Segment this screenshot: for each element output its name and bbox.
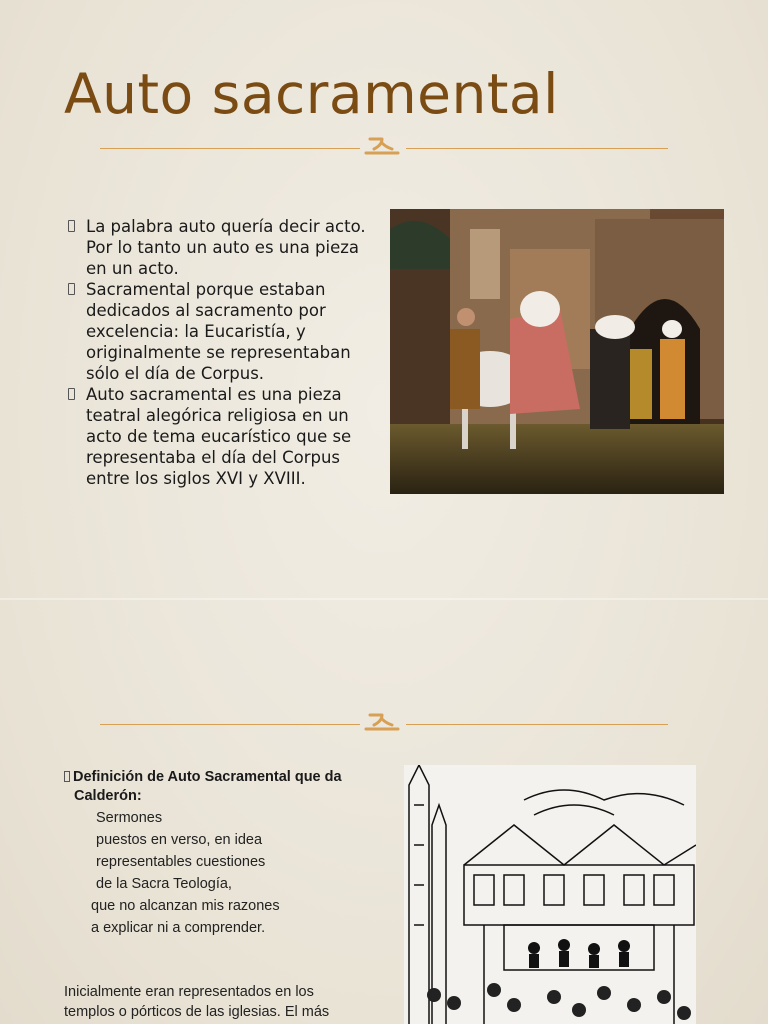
verse-line: Sermones (96, 810, 163, 826)
bullet-marker-icon (68, 388, 75, 400)
bullet-text: La palabra auto quería decir acto. Por lo tanto un auto es una pieza en un acto. (86, 217, 366, 278)
bullet-marker-icon (64, 771, 70, 782)
title-divider (100, 133, 668, 163)
bullet-list (64, 216, 374, 489)
verse-line: representables cuestiones (96, 854, 266, 870)
definition-heading-text: Definición de Auto Sacramental que da (73, 769, 342, 785)
slide2-divider (100, 709, 668, 739)
procession-photo (390, 209, 724, 494)
divider-line-left (100, 148, 360, 149)
ornament-icon (362, 133, 402, 161)
definition-heading-cont: Calderón: (74, 788, 142, 804)
bullet-text: Sacramental porque estaban dedicados al sacramento por excelencia: la Eucaristía, y originalmente se representaban sólo el día de Corpus. (86, 280, 351, 383)
slide-title: Auto sacramental (64, 62, 559, 126)
intro-paragraph: Inicialmente eran representados en los templos o pórticos de las iglesias. El más (64, 984, 330, 1020)
slide-separator (0, 598, 768, 600)
ornament-icon (362, 709, 402, 737)
definition-heading (64, 768, 384, 806)
verse-line: de la Sacra Teología, (96, 876, 232, 892)
verse-line: puestos en verso, en idea (96, 832, 263, 848)
bullet-marker-icon (68, 220, 75, 232)
divider-line-left (100, 724, 360, 725)
verse-line: a explicar ni a comprender. (91, 920, 266, 936)
verse-line: que no alcanzan mis razones (91, 898, 280, 914)
bullet-marker-icon (68, 283, 75, 295)
woodcut-illustration (404, 765, 696, 1024)
bullet-item (64, 384, 374, 489)
bullet-item (64, 279, 374, 384)
bullet-text: Auto sacramental es una pieza teatral alegórica religiosa en un acto de tema eucarístico que se representaba el día del Corpus entre los siglos XVI y XVIII. (86, 385, 352, 488)
divider-line-right (406, 148, 668, 149)
bullet-item (64, 216, 374, 279)
divider-line-right (406, 724, 668, 725)
